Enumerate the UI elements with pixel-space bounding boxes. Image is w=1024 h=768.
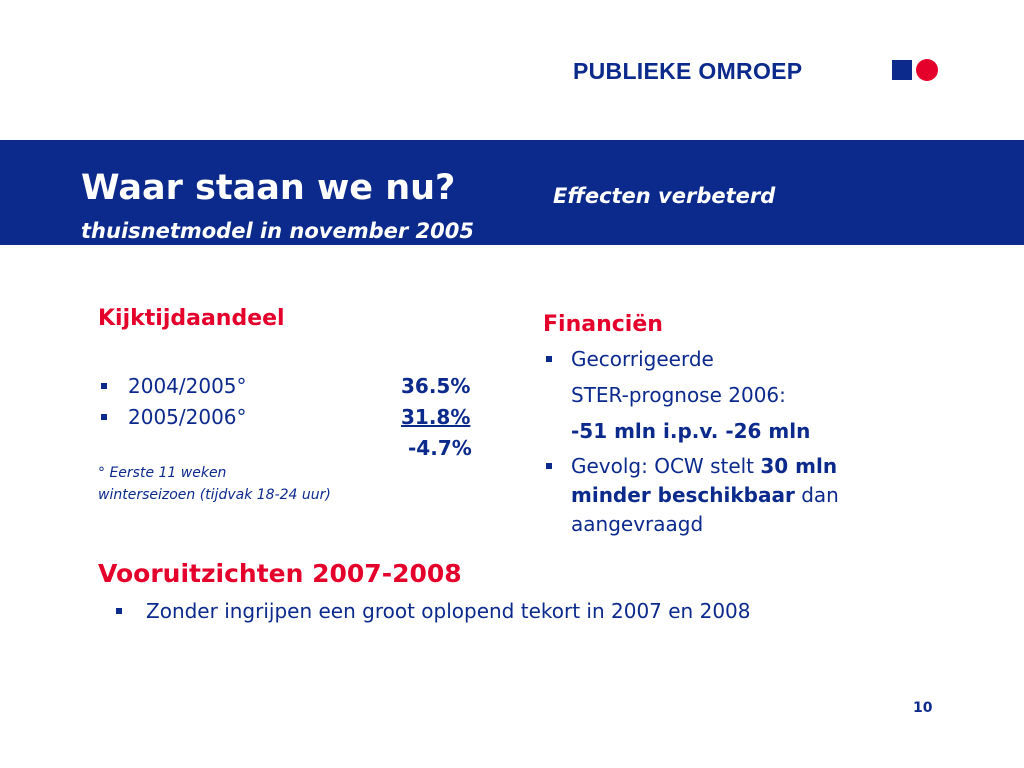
bullet-icon bbox=[116, 608, 122, 614]
financien-item2-line1-emphasis: 30 mln bbox=[760, 454, 838, 478]
financien-heading: Financiën bbox=[543, 312, 663, 337]
kijktijd-heading: Kijktijdaandeel bbox=[98, 306, 285, 331]
slide-title: Waar staan we nu? bbox=[81, 168, 456, 208]
kijktijd-row-value: 36.5% bbox=[401, 374, 471, 398]
slide-subtitle-line1: Effecten verbeterd bbox=[553, 184, 776, 208]
financien-item1-line2: STER-prognose 2006: bbox=[571, 383, 786, 407]
financien-item2-line2-emphasis: minder beschikbaar bbox=[571, 483, 795, 507]
bullet-icon bbox=[101, 383, 107, 389]
financien-item2-line2 bbox=[571, 483, 839, 507]
logo-square-icon bbox=[892, 60, 912, 80]
bullet-icon bbox=[546, 356, 552, 362]
logo-circle-icon bbox=[916, 59, 938, 81]
kijktijd-row-value: 31.8% bbox=[401, 405, 471, 429]
vooruitzichten-item: Zonder ingrijpen een groot oplopend tekort in 2007 en 2008 bbox=[146, 599, 751, 623]
financien-item2-line1 bbox=[571, 454, 837, 478]
footnote-line1: ° Eerste 11 weken bbox=[98, 465, 227, 481]
financien-item1-line3: -51 mln i.p.v. -26 mln bbox=[571, 419, 811, 443]
slide-subtitle-line2: thuisnetmodel in november 2005 bbox=[81, 219, 475, 243]
bullet-icon bbox=[101, 414, 107, 420]
footnote-line2: winterseizoen (tijdvak 18-24 uur) bbox=[98, 487, 331, 503]
kijktijd-difference: -4.7% bbox=[408, 436, 472, 460]
financien-item1-line1: Gecorrigeerde bbox=[571, 347, 714, 371]
page-number: 10 bbox=[913, 700, 933, 716]
kijktijd-row-label: 2004/2005° bbox=[128, 374, 247, 398]
financien-item2-line2-text: dan bbox=[794, 483, 839, 507]
kijktijd-row-label: 2005/2006° bbox=[128, 405, 247, 429]
logo-wordmark: PUBLIEKE OMROEP bbox=[573, 58, 803, 84]
bullet-icon bbox=[546, 463, 552, 469]
financien-item2-line1-text: Gevolg: OCW stelt bbox=[571, 454, 761, 478]
financien-item2-line3: aangevraagd bbox=[571, 512, 704, 536]
vooruitzichten-heading: Vooruitzichten 2007-2008 bbox=[98, 559, 462, 588]
